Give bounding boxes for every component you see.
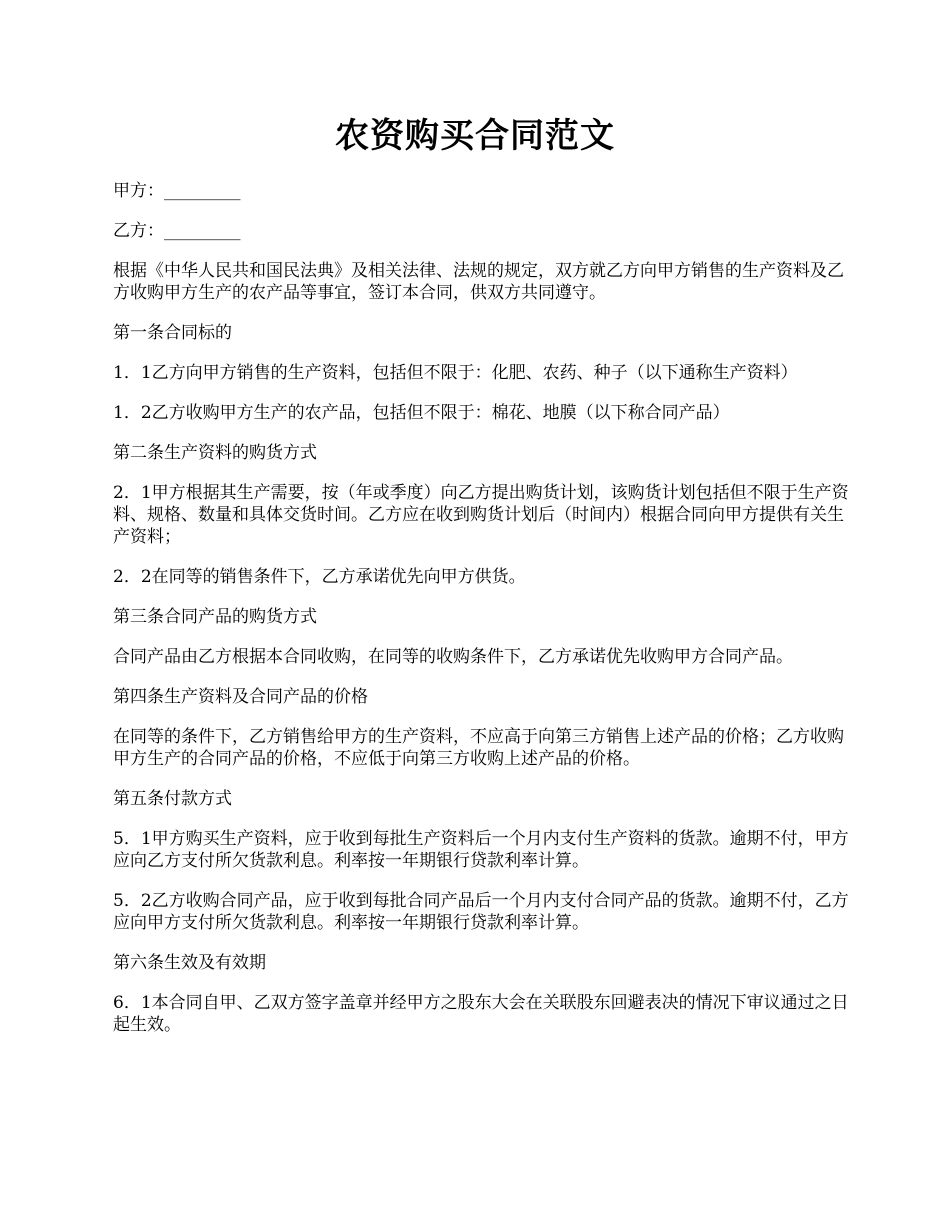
article-4-heading: 第四条生产资料及合同产品的价格: [113, 687, 368, 707]
clause-5-2: 5．2乙方收购合同产品，应于收到每批合同产品后一个月内支付合同产品的货款。逾期不付，乙方应向甲方支付所欠货款利息。利率按一年期银行贷款利率计算。: [113, 891, 849, 933]
document-body: [113, 180, 853, 1054]
article-6-heading: 第六条生效及有效期: [113, 953, 266, 973]
party-b-line: 乙方：_________: [113, 221, 241, 241]
article-3-text: 合同产品由乙方根据本合同收购，在同等的收购条件下，乙方承诺优先收购甲方合同产品。: [113, 647, 793, 667]
document-title: 农资购买合同范文: [335, 116, 615, 156]
clause-1-1: 1．1乙方向甲方销售的生产资料，包括但不限于：化肥、农药、种子（以下通称生产资料）: [113, 363, 798, 383]
clause-1-2: 1．2乙方收购甲方生产的农产品，包括但不限于：棉花、地膜（以下称合同产品）: [113, 403, 730, 423]
article-1-heading: 第一条合同标的: [113, 323, 232, 343]
article-3-heading: 第三条合同产品的购货方式: [113, 607, 317, 627]
article-2-heading: 第二条生产资料的购货方式: [113, 443, 317, 463]
clause-6-1: 6．1本合同自甲、乙双方签字盖章并经甲方之股东大会在关联股东回避表决的情况下审议通过之日起生效。: [113, 993, 849, 1035]
clause-2-1: 2．1甲方根据其生产需要，按（年或季度）向乙方提出购货计划，该购货计划包括但不限于生产资料、规格、数量和具体交货时间。乙方应在收到购货计划后（时间内）根据合同向甲方提供有关生产资料；: [113, 483, 849, 547]
clause-2-2: 2．2在同等的销售条件下，乙方承诺优先向甲方供货。: [113, 567, 526, 587]
article-4-text: 在同等的条件下，乙方销售给甲方的生产资料，不应高于向第三方销售上述产品的价格；乙方收购甲方生产的合同产品的价格，不应低于向第三方收购上述产品的价格。: [113, 727, 844, 769]
preamble-paragraph: 根据《中华人民共和国民法典》及相关法律、法规的规定，双方就乙方向甲方销售的生产资料及乙方收购甲方生产的农产品等事宜，签订本合同，供双方共同遵守。: [113, 261, 844, 303]
article-5-heading: 第五条付款方式: [113, 789, 232, 809]
party-a-line: 甲方：_________: [113, 181, 241, 201]
clause-5-1: 5．1甲方购买生产资料，应于收到每批生产资料后一个月内支付生产资料的货款。逾期不付，甲方应向乙方支付所欠货款利息。利率按一年期银行贷款利率计算。: [113, 829, 849, 871]
